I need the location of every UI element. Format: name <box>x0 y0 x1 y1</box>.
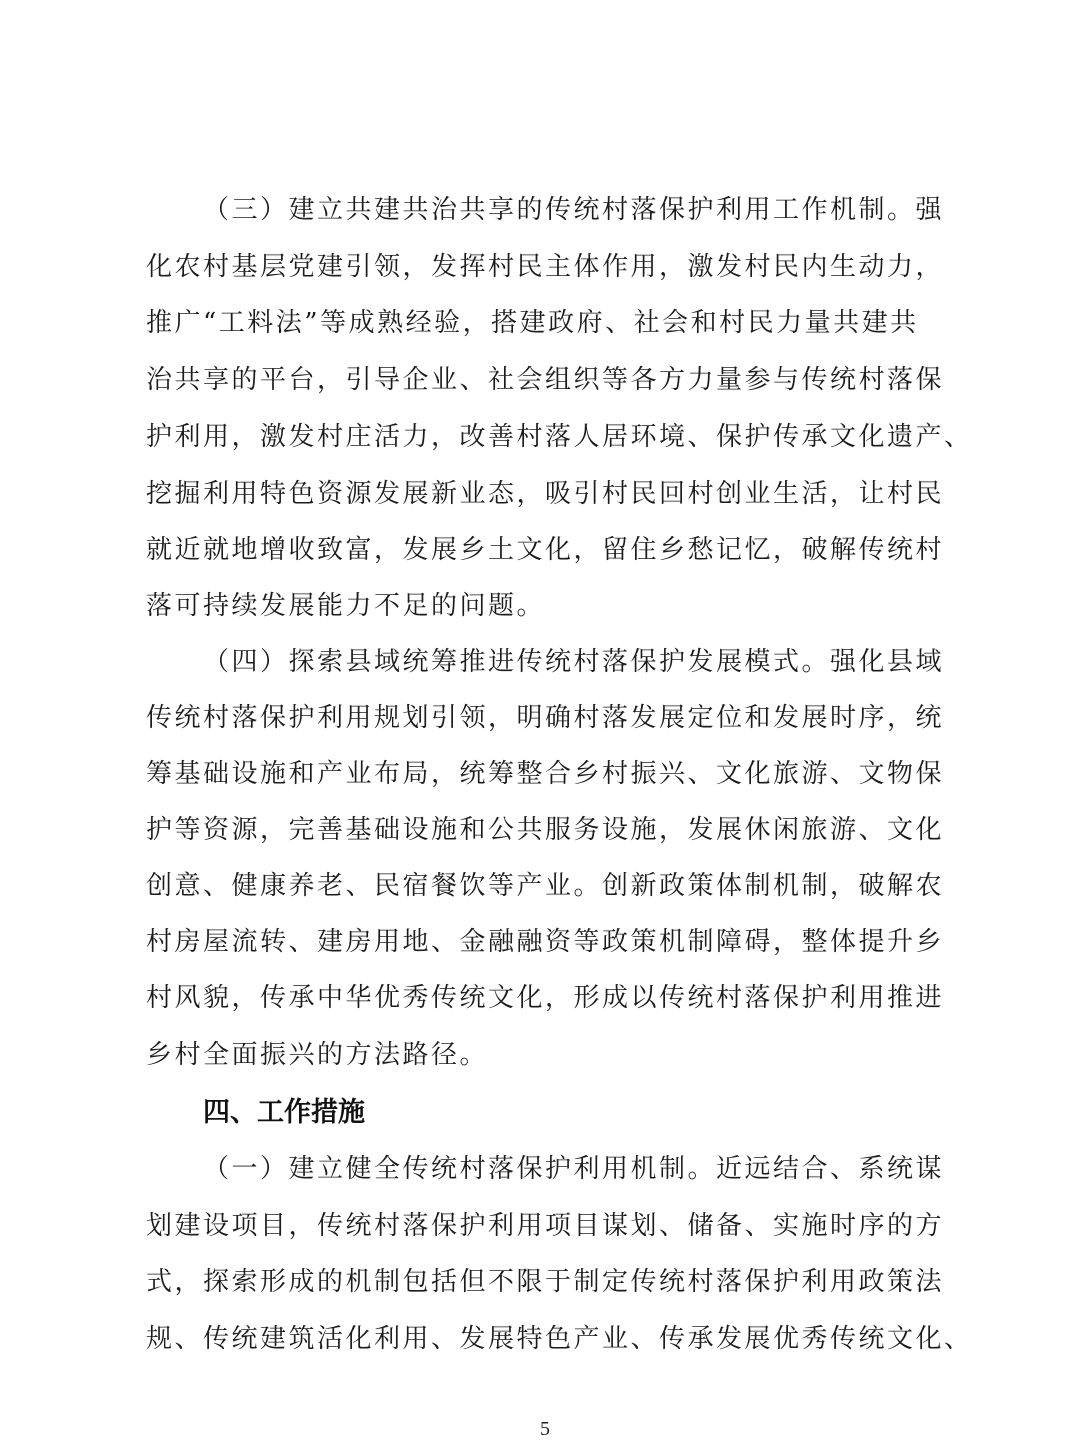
text-line: 传统村落保护利用规划引领，明确村落发展定位和发展时序，统 <box>146 703 945 733</box>
text-line: 划建设项目，传统村落保护利用项目谋划、储备、实施时序的方 <box>146 1211 945 1241</box>
text-line: 创意、健康养老、民宿餐饮等产业。创新政策体制机制，破解农 <box>146 871 945 901</box>
text-line: 筹基础设施和产业布局，统筹整合乡村振兴、文化旅游、文物保 <box>146 759 945 789</box>
text-line: 乡村全面振兴的方法路径。 <box>146 1040 489 1070</box>
section-heading: 四、工作措施 <box>203 1097 365 1128</box>
text-line: 推广“工料法”等成熟经验，搭建政府、社会和村民力量共建共 <box>146 308 919 338</box>
text-line: 村房屋流转、建房用地、金融融资等政策机制障碍，整体提升乡 <box>146 927 945 957</box>
text-line: （一）建立健全传统村落保护利用机制。近远结合、系统谋 <box>203 1154 945 1184</box>
text-line: 化农村基层党建引领，发挥村民主体作用，激发村民内生动力， <box>146 252 945 282</box>
text-line: 规、传统建筑活化利用、发展特色产业、传承发展优秀传统文化、 <box>146 1324 973 1354</box>
text-line: 护利用，激发村庄活力，改善村落人居环境、保护传承文化遗产、 <box>146 422 973 452</box>
text-line: 就近就地增收致富，发展乡土文化，留住乡愁记忆，破解传统村 <box>146 535 945 565</box>
text-line: 落可持续发展能力不足的问题。 <box>146 591 546 621</box>
text-line: 村风貌，传承中华优秀传统文化，形成以传统村落保护利用推进 <box>146 983 945 1013</box>
text-line: （四）探索县域统筹推进传统村落保护发展模式。强化县域 <box>203 647 945 677</box>
text-line: 护等资源，完善基础设施和公共服务设施，发展休闲旅游、文化 <box>146 815 945 845</box>
text-line: 治共享的平台，引导企业、社会组织等各方力量参与传统村落保 <box>146 365 945 395</box>
text-line: 式，探索形成的机制包括但不限于制定传统村落保护利用政策法 <box>146 1267 945 1297</box>
text-line: （三）建立共建共治共享的传统村落保护利用工作机制。强 <box>203 195 945 225</box>
text-line: 挖掘利用特色资源发展新业态，吸引村民回村创业生活，让村民 <box>146 479 945 509</box>
page-number: 5 <box>540 1418 550 1440</box>
